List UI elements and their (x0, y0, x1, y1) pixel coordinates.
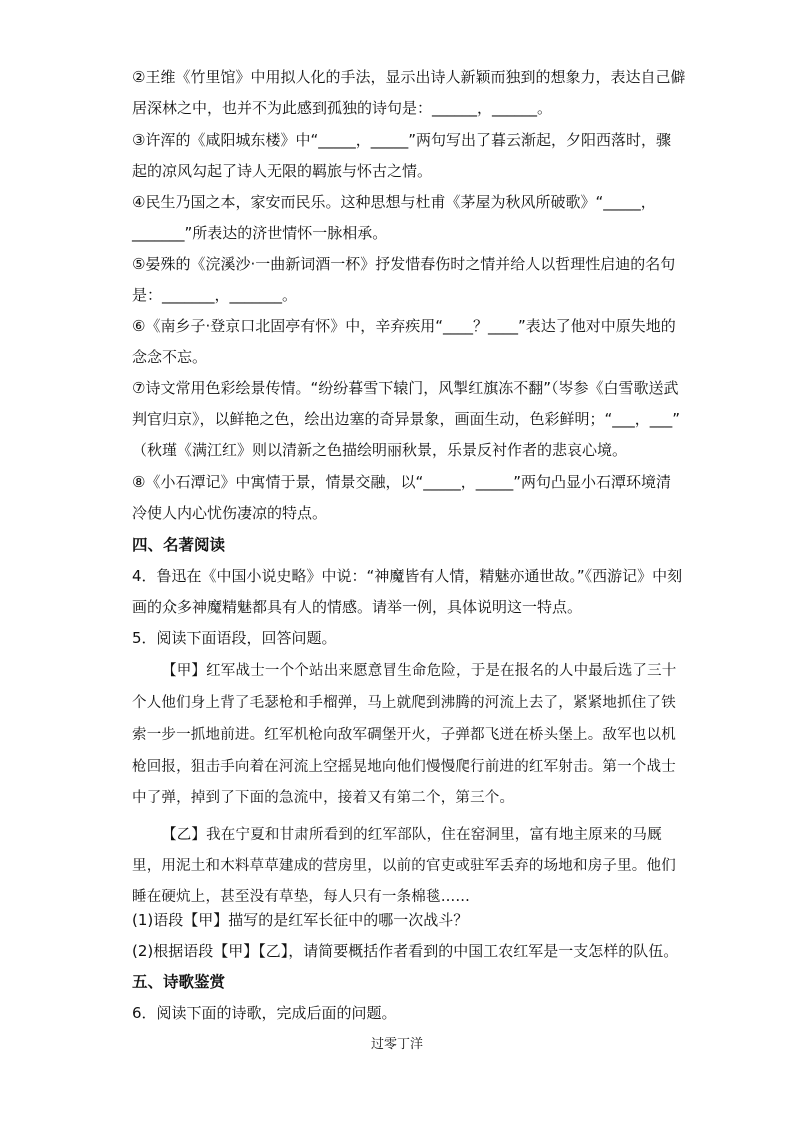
question-6-prompt: 6．阅读下面的诗歌，完成后面的问题。 (132, 1004, 397, 1022)
question-3-item-5-line-1: ⑤晏殊的《浣溪沙·一曲新词酒一杯》抒发惜春伤时之情并给人以哲理性启迪的名句 (132, 255, 676, 273)
question-3-item-8-line-2: 冷使人内心忧伤凄凉的特点。 (132, 504, 328, 522)
passage-yi-line-2: 里，用泥土和木料草草建成的营房里，以前的官吏或驻军丢弃的场地和房子里。他们 (132, 858, 676, 874)
passage-yi-line-1: 【乙】我在宁夏和甘肃所看到的红军部队，住在窑洞里，富有地主原来的马厩 (162, 827, 662, 843)
question-4-line-2: 画的众多神魔精魅都具有人的情感。请举一例，具体说明这一特点。 (132, 598, 583, 616)
passage-jia-line-1: 【甲】红军战士一个个站出来愿意冒生命危险，于是在报名的人中最后选了三十 (162, 663, 677, 679)
passage-jia-line-3: 索一步一抓地前进。红军机枪向敌军碉堡开火，子弹都飞迸在桥头堡上。敌军也以机 (132, 727, 676, 743)
section-heading-poetry: 五、诗歌鉴赏 (132, 973, 226, 991)
question-3-item-8-line-1: ⑧《小石潭记》中寓情于景，情景交融，以“_____，_____”两句凸显小石潭环境清 (132, 473, 671, 491)
passage-yi-line-3: 睡在硬炕上，甚至没有草垫，每人只有一条棉毯…… (132, 889, 471, 905)
section-heading-classics: 四、名著阅读 (132, 536, 226, 554)
question-3-item-3-line-1: ③许浑的《咸阳城东楼》中“_____，_____”两句写出了暮云渐起，夕阳西落时，骤 (132, 131, 671, 149)
question-3-item-2-line-1: ②王维《竹里馆》中用拟人化的手法，显示出诗人新颖而独到的想象力，表达自己僻 (132, 68, 686, 86)
question-3-item-6-line-1: ⑥《南乡子·登京口北固亭有怀》中，辛弃疾用“____？____”表达了他对中原失地的 (132, 317, 676, 335)
question-3-item-7-line-2: 判官归京》，以鲜艳之色，绘出边塞的奇异景象，画面生动，色彩鲜明；“___，___” (132, 410, 681, 428)
passage-jia-line-5: 中了弹，掉到了下面的急流中，接着又有第二个，第三个。 (132, 790, 515, 806)
question-3-item-2-line-2: 居深林之中，也并不为此感到孤独的诗句是：______，______。 (132, 99, 553, 117)
passage-jia-line-4: 枪回报，狙击手向着在河流上空摇晃地向他们慢慢爬行前进的红军射击。第一个战士 (132, 759, 676, 775)
question-5-sub-1: (1)语段【甲】描写的是红军长征中的哪一次战斗？ (132, 911, 469, 929)
question-3-item-3-line-2: 起的凉风勾起了诗人无限的羁旅与怀古之情。 (132, 162, 433, 180)
question-5-sub-2: (2)根据语段【甲】【乙】，请简要概括作者看到的中国工农红军是一支怎样的队伍。 (132, 942, 679, 960)
question-4-line-1: 4．鲁迅在《中国小说史略》中说：“神魔皆有人情，精魅亦通世故。”《西游记》中刻 (132, 567, 683, 585)
question-3-item-5-line-2: 是：_______，_______。 (132, 286, 298, 304)
question-3-item-4-line-2: _______”所表达的济世情怀一脉相承。 (132, 224, 388, 242)
question-3-item-6-line-2: 念念不忘。 (132, 348, 208, 366)
question-5-prompt: 5．阅读下面语段，回答问题。 (132, 629, 337, 647)
question-3-item-7-line-1: ⑦诗文常用色彩绘景传情。“纷纷暮雪下辕门，风掣红旗冻不翻”（岑参《白雪歌送武 (132, 379, 679, 397)
poem-title: 过零丁洋 (370, 1037, 423, 1052)
question-3-item-4-line-1: ④民生乃国之本，家安而民乐。这种思想与杜甫《茅屋为秋风所破歌》“_____， (132, 193, 656, 211)
passage-jia-line-2: 个人他们身上背了毛瑟枪和手榴弹，马上就爬到沸腾的河流上去了，紧紧地抓住了铁 (132, 695, 676, 711)
question-3-item-7-line-3: （秋瑾《满江红》则以清新之色描绘明丽秋景，乐景反衬作者的悲哀心境。 (132, 441, 628, 459)
